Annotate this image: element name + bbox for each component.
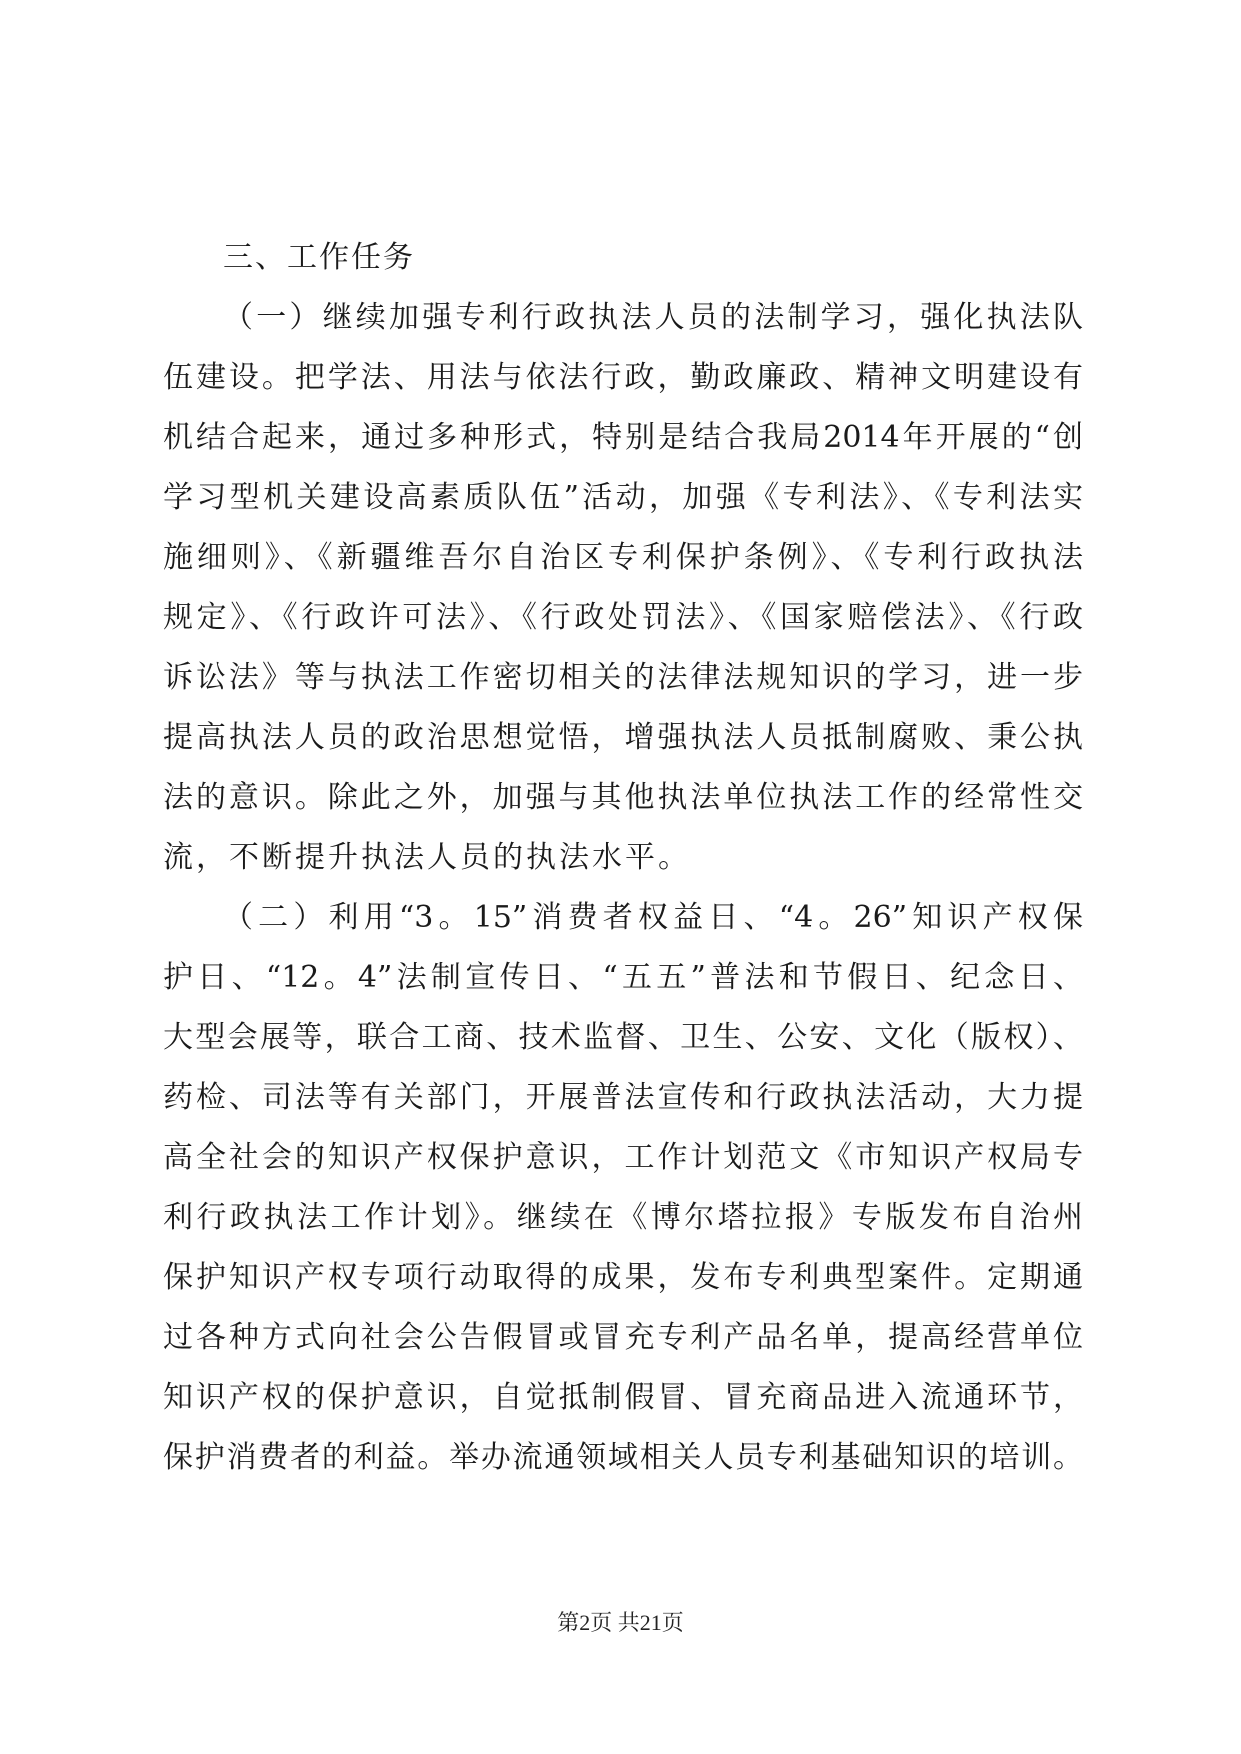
- paragraph-line: 保护知识产权专项行动取得的成果，发布专利典型案件。定期通: [163, 1260, 1083, 1295]
- page-number-footer: 第2页 共21页: [557, 1610, 684, 1635]
- paragraph-line: 保护消费者的利益。举办流通领域相关人员专利基础知识的培训。: [163, 1440, 1083, 1475]
- document-body: [163, 228, 1083, 1488]
- paragraph-line: 机结合起来，通过多种形式，特别是结合我局2014年开展的“创: [163, 420, 1083, 455]
- paragraph-line: 大型会展等，联合工商、技术监督、卫生、公安、文化（版权）、: [163, 1020, 1083, 1055]
- paragraph-line: 护日、“12。4”法制宣传日、“五五”普法和节假日、纪念日、: [163, 960, 1083, 995]
- paragraph-1: [163, 288, 1083, 888]
- paragraph-line: 提高执法人员的政治思想觉悟，增强执法人员抵制腐败、秉公执: [163, 720, 1083, 755]
- paragraph-line: 伍建设。把学法、用法与依法行政，勤政廉政、精神文明建设有: [163, 360, 1083, 395]
- paragraph-line: 高全社会的知识产权保护意识，工作计划范文《市知识产权局专: [163, 1140, 1083, 1175]
- section-heading: 三、工作任务: [223, 240, 415, 275]
- paragraph-line: 学习型机关建设高素质队伍”活动，加强《专利法》、《专利法实: [163, 480, 1083, 515]
- paragraph-line: 过各种方式向社会公告假冒或冒充专利产品名单，提高经营单位: [163, 1320, 1083, 1355]
- paragraph-line: 法的意识。除此之外，加强与其他执法单位执法工作的经常性交: [163, 780, 1083, 815]
- paragraph-line: 药检、司法等有关部门，开展普法宣传和行政执法活动，大力提: [163, 1080, 1083, 1115]
- paragraph-line: 知识产权的保护意识，自觉抵制假冒、冒充商品进入流通环节，: [163, 1380, 1083, 1415]
- paragraph-2: [163, 888, 1083, 1488]
- paragraph-line: （一）继续加强专利行政执法人员的法制学习，强化执法队: [223, 300, 1083, 335]
- paragraph-line: 规定》、《行政许可法》、《行政处罚法》、《国家赔偿法》、《行政: [163, 600, 1083, 635]
- paragraph-line: 施细则》、《新疆维吾尔自治区专利保护条例》、《专利行政执法: [163, 540, 1083, 575]
- paragraph-line: 利行政执法工作计划》。继续在《博尔塔拉报》专版发布自治州: [163, 1200, 1083, 1235]
- paragraph-line: （二）利用“3。15”消费者权益日、“4。26”知识产权保: [223, 900, 1083, 935]
- paragraph-line: 诉讼法》等与执法工作密切相关的法律法规知识的学习，进一步: [163, 660, 1083, 695]
- paragraph-line: 流，不断提升执法人员的执法水平。: [163, 840, 691, 875]
